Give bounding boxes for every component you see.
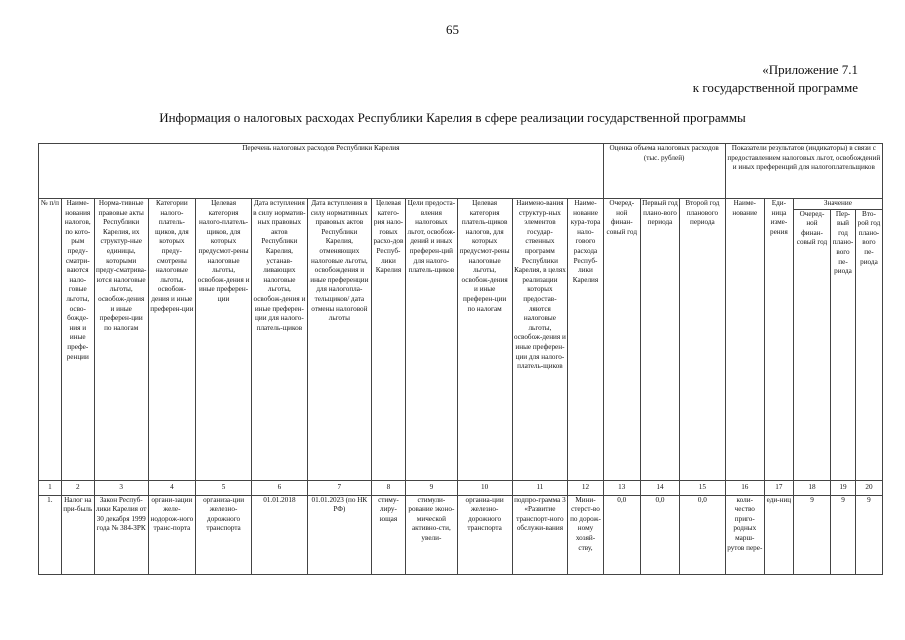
table-row	[39, 495, 883, 574]
group-header-value: Значение	[793, 199, 882, 210]
col-header-6: Дата вступления в силу норматив-ных правовых актов Республики Карелия, устанав-ливающих налоговые льготы, освобож-дения и иные преферен-ции для налого-платель-щиков	[251, 199, 307, 481]
group-header-estimate: Оценка объема налоговых расходов (тыс. рублей)	[603, 144, 725, 199]
col-header-13: Очеред-ной финан-совый год	[603, 199, 640, 481]
row-cell-5: организа-ции железно-дорожного транспорта	[196, 495, 252, 574]
column-number-5: 5	[196, 480, 252, 495]
group-header-indicators: Показатели результатов (индикаторы) в связи с предоставлением налоговых льгот, освобождений и иных преференций для налогоплательщиков	[725, 144, 882, 199]
column-number-18: 18	[793, 480, 830, 495]
row-cell-11: подпро-грамма 3 «Развитие транспорт-ного обслужи-вания	[512, 495, 568, 574]
col-header-11: Наимено-вания структур-ных элементов государ-ственных программ Республики Карелия, в целях реализации которых предостав-ляются налоговые льготы, освобож-дения и иные преферен-ции для налого-платель-щиков	[512, 199, 568, 481]
row-cell-2: Налог на при-быль	[61, 495, 94, 574]
row-cell-10: органиа-ции железно-дорожного транспорта	[457, 495, 512, 574]
row-cell-13: 0,0	[603, 495, 640, 574]
row-cell-7: 01.01.2023 (по НК РФ)	[307, 495, 371, 574]
row-cell-16: коли-чество приго-родных марш-рутов пере-	[725, 495, 764, 574]
col-header-12: Наиме-нование кура-тора нало-гового расхода Респуб-лики Карелия	[568, 199, 603, 481]
col-header-14: Первый год плано-вого периода	[640, 199, 679, 481]
document-title: Информация о налоговых расходах Республики Карелия в сфере реализации государственной программы	[159, 110, 746, 125]
column-number-19: 19	[831, 480, 856, 495]
row-cell-3: Закон Респуб-лики Карелия от 30 декабря 1999 года № 384-ЗРК	[94, 495, 148, 574]
group-header-list: Перечень налоговых расходов Республики Карелия	[39, 144, 604, 199]
col-header-17: Еди-ница изме-рения	[764, 199, 793, 481]
column-number-8: 8	[371, 480, 405, 495]
column-number-9: 9	[406, 480, 458, 495]
col-header-1: № п/п	[39, 199, 62, 481]
row-cell-18: 9	[793, 495, 830, 574]
row-cell-12: Мини-стерст-во по дорож-ному хозяй-ству,	[568, 495, 603, 574]
tax-expenditure-table	[38, 143, 883, 575]
col-header-16: Наиме-нование	[725, 199, 764, 481]
column-number-3: 3	[94, 480, 148, 495]
row-cell-15: 0,0	[680, 495, 726, 574]
row-cell-1: 1.	[39, 495, 62, 574]
page-number: 65	[446, 22, 459, 37]
appendix-reference: к государственной программе	[692, 80, 858, 95]
col-header-20: Вто-рой год плано-вого пе-риода	[855, 209, 882, 480]
row-cell-17: еди-ниц	[764, 495, 793, 574]
column-number-20: 20	[855, 480, 882, 495]
row-cell-8: стиму-лиру-ющая	[371, 495, 405, 574]
col-header-19: Пер-вый год плано-вого пе-риода	[831, 209, 856, 480]
col-header-4: Категории налого-платель-щиков, для которых преду-смотрены налоговые льготы, освобож-дения и иные преферен-ции	[148, 199, 196, 481]
col-header-10: Целевая категория платель-щиков налогов, для которых предусмот-рены налоговые льготы, освобож-дения и иные преферен-ции по налогам	[457, 199, 512, 481]
column-number-16: 16	[725, 480, 764, 495]
column-number-2: 2	[61, 480, 94, 495]
column-number-12: 12	[568, 480, 603, 495]
column-number-4: 4	[148, 480, 196, 495]
column-number-13: 13	[603, 480, 640, 495]
column-number-6: 6	[251, 480, 307, 495]
row-cell-6: 01.01.2018	[251, 495, 307, 574]
col-header-15: Второй год планового периода	[680, 199, 726, 481]
column-number-15: 15	[680, 480, 726, 495]
column-number-17: 17	[764, 480, 793, 495]
col-header-8: Целевая катего-рия нало-говых расхо-дов Респуб-лики Карелия	[371, 199, 405, 481]
col-header-5: Целевая категория налого-платель-щиков, для которых предусмот-рены налоговые льготы, освобож-дения и иные преферен-ции	[196, 199, 252, 481]
col-header-3: Норма-тивные правовые акты Республики Карелия, их структур-ные единицы, которыми преду-сматрива-ются налоговые льготы, освобож-дения и иные преферен-ции по налогам	[94, 199, 148, 481]
column-number-10: 10	[457, 480, 512, 495]
column-number-11: 11	[512, 480, 568, 495]
col-header-7: Дата вступления в силу нормативных правовых актов Республики Карелия, отменяющих налоговые льготы, освобождения и иные преференции для налогопла-тельщиков/ дата отмены налоговой льготы	[307, 199, 371, 481]
column-number-1: 1	[39, 480, 62, 495]
row-cell-20: 9	[855, 495, 882, 574]
row-cell-4: органи-зации желе-нодорож-ного транс-порта	[148, 495, 196, 574]
col-header-9: Цели предоста-вления налоговых льгот, освобож-дений и иных преферен-ций для налого-платель-щиков	[406, 199, 458, 481]
row-cell-14: 0,0	[640, 495, 679, 574]
column-number-14: 14	[640, 480, 679, 495]
column-numbers-row	[39, 480, 883, 495]
row-cell-19: 9	[831, 495, 856, 574]
col-header-2: Наиме-нования налогов, по кото-рым преду-сматри-ваются нало-говые льготы, осво-божде-ния и иные префе-ренции	[61, 199, 94, 481]
col-header-18: Очеред-ной финан-совый год	[793, 209, 830, 480]
column-number-7: 7	[307, 480, 371, 495]
row-cell-9: стимули-рование эконо-мической активно-сти, увели-	[406, 495, 458, 574]
appendix-label: «Приложение 7.1	[762, 62, 858, 77]
